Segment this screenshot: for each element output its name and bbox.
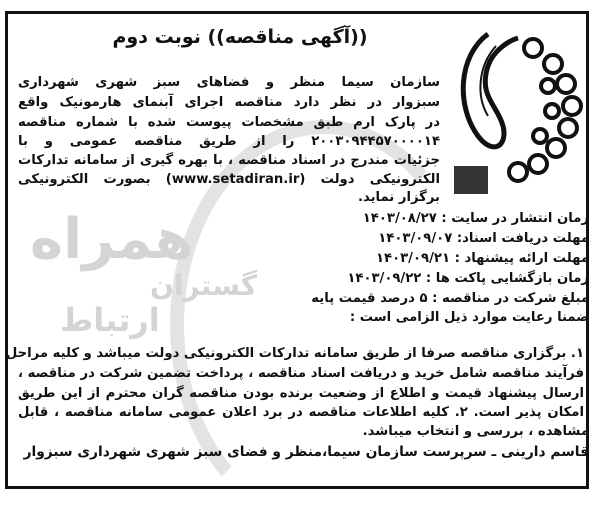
watermark-text: همراه [30,207,194,272]
document-deadline: مهلت دریافت اسناد: ۱۴۰۳/۰۹/۰۷ [378,231,589,246]
intro-line: در پارک ارم طبق مشخصات پیوست شده با شماره مناقصه [18,115,440,130]
intro-line: سازمان سیما منظر و فضاهای سبز شهری شهرداری [18,75,440,90]
publish-date: زمان انتشار در سایت : ۱۴۰۳/۰۸/۲۷ [362,211,589,226]
intro-line: ۲۰۰۳۰۹۴۴۵۷۰۰۰۰۱۴ را از طریق مناقصه عمومی و با [18,134,440,149]
municipality-logo-icon [448,26,586,198]
proposal-deadline: مهلت ارائه پیشنهاد : ۱۴۰۳/۰۹/۲۱ [375,251,589,266]
watermark-text: ارتباط [60,301,160,339]
signature: قاسم دارینی ـ سرپرست سازمان سیما،منظر و فضای سبز شهری شهرداری سبزوار [23,444,589,460]
intro-line: جزئیات مندرج در اسناد مناقصه ، با بهره گیری از سامانه تدارکات [18,153,440,168]
watermark-text: گستران [150,269,258,302]
condition-line: مشاهده ، بررسی و انتخاب میباشد. [362,424,589,439]
requirements-heading: ضمنا رعایت موارد ذیل الزامی است : [349,310,589,325]
intro-line: برگزار نماید. [357,190,440,205]
intro-line: سبزوار در نظر دارد مناقصه اجرای آبنمای هارمونیک واقع [18,95,440,110]
opening-date: زمان بازگشایی پاکت ها : ۱۴۰۳/۰۹/۲۲ [347,271,589,286]
condition-line: ارسال پیشنهاد قیمت و اطلاع از وضعیت برنده بودن مناقصه گران محترم از این طریق [18,386,584,401]
condition-line: فرآیند مناقصه شامل خرید و دریافت اسناد مناقصه ، پرداخت تضمین شرکت در مناقصه ، [18,366,584,381]
condition-line: ۱. برگزاری مناقصه صرفا از طریق سامانه تدارکات الکترونیکی دولت میباشد و کلیه مراحل [5,346,584,361]
intro-line: الکترونیکی دولت (www.setadiran.ir) بصورت الکترونیکی [18,172,440,187]
condition-line: امکان پذیر است. ۲. کلیه اطلاعات مناقصه در برد اعلان عمومی سامانه مناقصه ، قابل [18,405,584,420]
notice-title: ((آگهی مناقصه)) نوبت دوم [112,26,368,48]
participation-amount: مبلغ شرکت در مناقصه : ۵ درصد قیمت پایه [311,291,589,306]
